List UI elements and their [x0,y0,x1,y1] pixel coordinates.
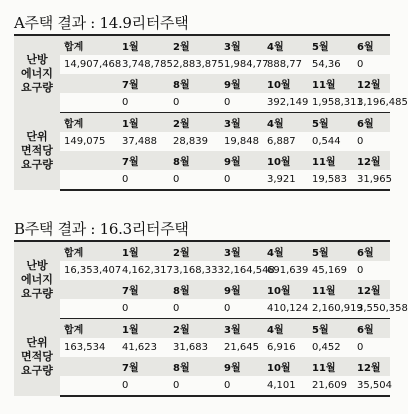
table-row [14,55,390,74]
value-cell: 0 [118,93,169,113]
header-cell: 1월 [118,113,169,133]
value-cell: 0,452 [312,342,341,353]
value-cell: 35,504 [353,376,390,396]
header-cell: 합계 [60,35,118,55]
value-cell: 0 [357,59,364,70]
value-cell: 410,124 [263,299,308,319]
header-cell: 11월 [308,280,353,299]
header-cell: 1월 [118,241,169,261]
house-b-title: B주택 결과 : 16.3리터주택 [14,220,189,238]
header-cell: 12월 [353,74,390,93]
value-cell: 1,958,311 [308,93,353,113]
header-cell: 10월 [263,357,308,376]
value-cell: 6,887 [267,136,296,147]
header-cell: 4월 [263,113,308,133]
value-cell: 19,583 [308,170,353,190]
header-cell: 5월 [308,35,353,55]
row-group-label-heating: 난방 에너지 요구량 [14,35,60,113]
value-cell: 0 [220,93,263,113]
row-group-label-per-area: 단위 면적당 요구량 [14,113,60,191]
value-cell: 37,488 [122,136,157,147]
value-cell: 31,965 [353,170,390,190]
value-cell: 163,534 [64,342,106,353]
value-cell: 0 [220,299,263,319]
header-cell: 4월 [263,241,308,261]
header-cell: 5월 [308,319,353,339]
house-a-title: A주택 결과 : 14.9리터주택 [14,14,189,32]
header-cell: 5월 [308,113,353,133]
table-row [14,113,390,133]
value-cell: 0,544 [312,136,341,147]
value-cell: 21,645 [224,342,259,353]
header-cell: 6월 [353,35,390,55]
row-group-label-heating: 난방 에너지 요구량 [14,241,60,319]
value-cell: 1,984,77 [224,59,269,70]
value-cell: 21,609 [308,376,353,396]
header-cell: 7월 [118,74,169,93]
header-cell: 11월 [308,357,353,376]
value-cell: 0 [118,170,169,190]
header-cell: 6월 [353,319,390,339]
header-cell: 7월 [118,151,169,170]
value-cell: 3,196,485 [353,93,390,113]
header-cell: 6월 [353,241,390,261]
value-cell: 3,168,333 [173,265,224,276]
value-cell: 0 [169,299,220,319]
table-row [14,299,390,319]
header-cell: 합계 [60,113,118,133]
header-cell: 4월 [263,35,308,55]
header-cell: 12월 [353,280,390,299]
table-row [14,151,390,170]
value-cell: 4,162,317 [122,265,173,276]
value-cell: 54,36 [312,59,341,70]
value-cell: 392,149 [263,93,308,113]
table-row [14,376,390,396]
value-cell: 0 [169,376,220,396]
header-cell: 9월 [220,151,263,170]
header-cell: 8월 [169,280,220,299]
header-cell: 7월 [118,280,169,299]
value-cell: 149,075 [64,136,106,147]
value-cell: 2,883,875 [173,59,224,70]
value-cell: 691,639 [267,265,309,276]
value-cell: 0 [118,299,169,319]
header-cell: 합계 [60,241,118,261]
header-cell: 12월 [353,357,390,376]
header-cell: 9월 [220,357,263,376]
value-cell: 0 [220,170,263,190]
table-row [14,170,390,190]
table-row [14,357,390,376]
header-cell: 8월 [169,151,220,170]
value-cell: 16,353,407 [64,265,122,276]
table-row [14,241,390,261]
value-cell: 0 [357,136,364,147]
value-cell: 3,748,785 [122,59,173,70]
header-cell: 10월 [263,74,308,93]
table-row [14,74,390,93]
header-cell: 2월 [169,113,220,133]
header-cell: 4월 [263,319,308,339]
header-cell: 합계 [60,319,118,339]
value-cell: 3,921 [263,170,308,190]
value-cell: 0 [169,93,220,113]
value-cell: 41,623 [122,342,157,353]
header-cell: 6월 [353,113,390,133]
value-cell: 2,164,548 [224,265,275,276]
header-cell: 3월 [220,113,263,133]
value-cell: 6,916 [267,342,296,353]
table-row [14,319,390,339]
value-cell: 14,907,468 [64,59,122,70]
value-cell: 2,160,919 [308,299,353,319]
header-cell: 12월 [353,151,390,170]
value-cell: 0 [357,265,364,276]
row-group-label-per-area: 단위 면적당 요구량 [14,319,60,397]
table-row [14,35,390,55]
value-cell: 3,550,358 [353,299,390,319]
header-cell: 11월 [308,74,353,93]
value-cell: 31,683 [173,342,208,353]
table-row [14,280,390,299]
table-row [14,261,390,280]
header-cell: 3월 [220,319,263,339]
house-b-table [14,240,408,397]
header-cell: 2월 [169,35,220,55]
value-cell: 28,839 [173,136,208,147]
value-cell: 19,848 [224,136,259,147]
header-cell: 10월 [263,280,308,299]
value-cell: 0 [169,170,220,190]
header-cell: 7월 [118,357,169,376]
header-cell: 2월 [169,319,220,339]
value-cell: 0 [118,376,169,396]
header-cell: 9월 [220,280,263,299]
header-cell: 5월 [308,241,353,261]
header-cell: 2월 [169,241,220,261]
header-cell: 11월 [308,151,353,170]
header-cell: 1월 [118,319,169,339]
table-row [14,338,390,357]
header-cell: 3월 [220,241,263,261]
header-cell: 8월 [169,74,220,93]
table-row [14,132,390,151]
value-cell: 45,169 [312,265,347,276]
table-row [14,93,390,113]
value-cell: 4,101 [263,376,308,396]
value-cell: 888,77 [267,59,302,70]
header-cell: 1월 [118,35,169,55]
header-cell: 8월 [169,357,220,376]
header-cell: 3월 [220,35,263,55]
header-cell: 9월 [220,74,263,93]
value-cell: 0 [357,342,364,353]
house-a-table [14,34,408,191]
header-cell: 10월 [263,151,308,170]
value-cell: 0 [220,376,263,396]
